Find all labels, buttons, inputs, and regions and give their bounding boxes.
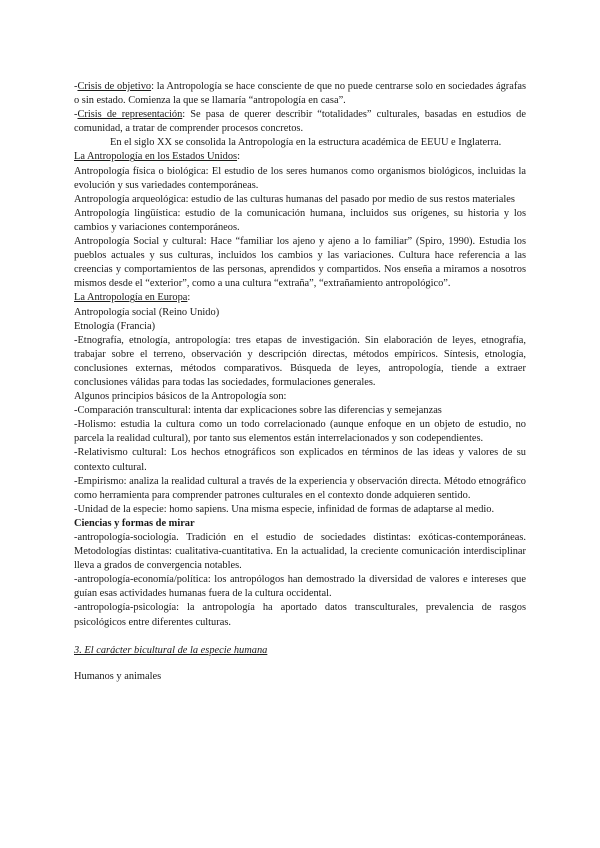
paragraph-unidad-especie: -Unidad de la especie: homo sapiens. Una misma especie, infinidad de formas de adaptarse al medio. bbox=[74, 503, 495, 515]
heading-eeuu-text: La Antropología en los Estados Unidos bbox=[74, 151, 238, 163]
paragraph-holismo: -Holismo: estudia la cultura como un todo correlacionado (aunque enfoque en un objeto de estudio, no parcela la realidad cultural), por tanto sus elementos están interrelacionados y son codependientes. bbox=[74, 419, 526, 445]
paragraph-antropologia-social: Antropología Social y cultural: Hace “familiar los ajeno y ajeno a lo familiar” (Spiro, 1990). Estudia los pueblos actuales y sus culturas, incluidos los cambios y las variaciones. Cultura hace referencia a las creencias y comportamientos de las personas, aprendidos y compartidos. Nos enseña a miramos a nosotros mismos desde el “exterior”, como a una cultura “extraña”, “extrañamiento antropológico”. bbox=[74, 236, 526, 290]
paragraph-comparacion: -Comparación transcultural: intenta dar explicaciones sobre las diferencias y semejanzas bbox=[74, 405, 442, 417]
heading-europa-text: La Antropología en Europa bbox=[74, 292, 188, 304]
paragraph-principios: Algunos principios básicos de la Antropología son: bbox=[74, 391, 287, 403]
paragraph-antropologia-linguistica: Antropología lingüística: estudio de la comunicación humana, incluidos sus orígenes, su historia y los cambios y variaciones contemporáneos. bbox=[74, 207, 526, 233]
paragraph-relativismo: -Relativismo cultural: Los hechos etnográficos son explicados en términos de las ideas y valores de su contexto cultural. bbox=[74, 447, 526, 473]
dash: - bbox=[74, 109, 78, 121]
text: : la Antropología se hace consciente de que no puede centrarse solo en sociedades ágrafas o sin estado. Comienza la que se llamaría “antropología en casa”. bbox=[74, 81, 526, 107]
section-heading-3: 3. El carácter bicultural de la especie humana bbox=[74, 644, 268, 656]
heading-europa bbox=[74, 291, 526, 305]
paragraph-etnografia: -Etnografía, etnología, antropología: tres etapas de investigación. Sin elaboración de leyes, etnografía, trabajar sobre el terreno, observación y descripción directas, métodos empíricos. Síntesis, etnología, conclusiones externas, métodos comparativos. Búsqueda de leyes, antropología, tiende a extraer conclusiones válidas para todas las sociedades, formulaciones generales. bbox=[74, 334, 526, 388]
heading-colon: : bbox=[237, 151, 240, 163]
paragraph-crisis-objetivo bbox=[74, 80, 526, 108]
text: : Se pasa de querer describir “totalidades” culturales, basadas en estudios de comunidad, a tratar de comprender procesos concretos. bbox=[74, 109, 526, 135]
paragraph-psicologia: -antropología-psicología: la antropología ha aportado datos transculturales, prevalencia de rasgos psicológicos entre diferentes culturas. bbox=[74, 602, 526, 628]
paragraph-economia-politica: -antropología-economía/política: los antropólogos han demostrado la diversidad de valores e intereses que guían esas actividades humanas fuera de la cultura occidental. bbox=[74, 574, 526, 600]
heading-ciencias: Ciencias y formas de mirar bbox=[74, 517, 195, 529]
term-crisis-representacion: Crisis de representación bbox=[77, 109, 183, 121]
paragraph-antropologia-arqueologica: Antropología arqueológica: estudio de las culturas humanas del pasado por medio de sus restos materiales bbox=[74, 193, 515, 205]
paragraph-empirismo: -Empirismo: analiza la realidad cultural a través de la experiencia y observación directa. Método etnográfico como herramienta para comprender patrones culturales en el contexto donde adquieren sentido. bbox=[74, 475, 526, 501]
paragraph-francia: Etnología (Francia) bbox=[74, 320, 156, 332]
paragraph-siglo-xx: En el siglo XX se consolida la Antropología en la estructura académica de EEUU e Inglaterra. bbox=[110, 137, 502, 149]
paragraph-antropologia-fisica: Antropología física o biológica: El estudio de los seres humanos como organismos biológicos, incluidas la evolución y sus variedades contemporáneas. bbox=[74, 165, 526, 191]
dash: - bbox=[74, 81, 78, 92]
heading-eeuu bbox=[74, 150, 526, 164]
subheading-humanos-animales: Humanos y animales bbox=[74, 670, 162, 682]
term-crisis-objetivo: Crisis de objetivo bbox=[77, 81, 152, 92]
heading-colon: : bbox=[187, 292, 191, 304]
paragraph-sociologia: -antropología-sociología. Tradición en el estudio de sociedades distintas: exóticas-contemporáneas. Metodologías distintas: cualitativa-cuantitativa. En la actualidad, la creciente comunicación interdisciplinar lleva a grados de convergencia notables. bbox=[74, 532, 526, 572]
paragraph-reino-unido: Antropología social (Reino Unido) bbox=[74, 306, 220, 318]
paragraph-crisis-representacion bbox=[74, 108, 526, 136]
document-page bbox=[74, 80, 526, 684]
